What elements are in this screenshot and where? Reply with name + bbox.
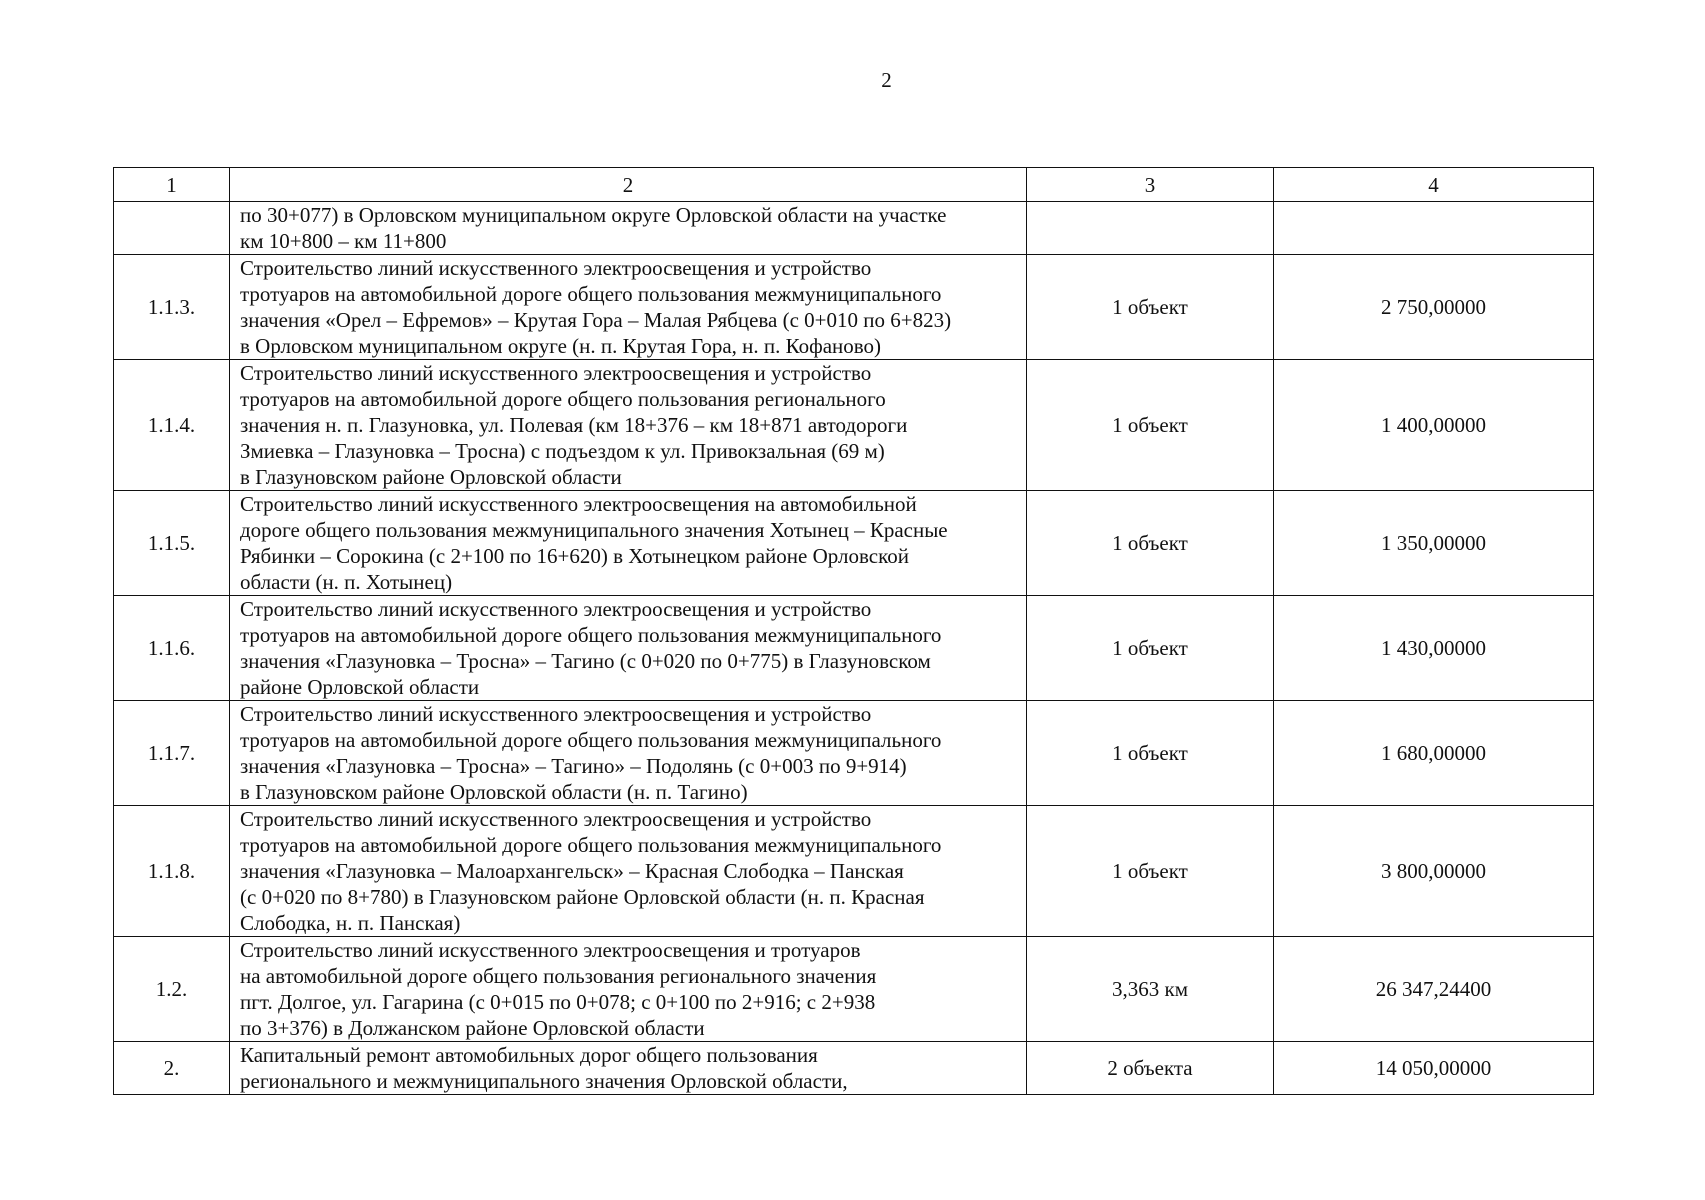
row-description xyxy=(230,255,1027,360)
row-quantity: 1 объект xyxy=(1027,255,1274,360)
row-amount: 3 800,00000 xyxy=(1274,806,1594,937)
description-line: Строительство линий искусственного электроосвещения и устройство xyxy=(240,361,872,385)
row-number: 1.1.3. xyxy=(114,255,230,360)
row-number: 1.1.7. xyxy=(114,701,230,806)
table-header-row xyxy=(114,168,1594,202)
description-line: км 10+800 – км 11+800 xyxy=(240,229,447,253)
description-line: значения «Орел – Ефремов» – Крутая Гора – Малая Рябцева (с 0+010 по 6+823) xyxy=(240,308,952,332)
description-line: регионального и межмуниципального значения Орловской области, xyxy=(240,1069,848,1093)
table-row xyxy=(114,255,1594,360)
description-line: по 30+077) в Орловском муниципальном округе Орловской области на участке xyxy=(240,203,947,227)
description-line: (с 0+020 по 8+780) в Глазуновском районе Орловской области (н. п. Красная xyxy=(240,885,925,909)
description-line: Строительство линий искусственного электроосвещения и устройство xyxy=(240,597,872,621)
row-description xyxy=(230,202,1027,255)
description-line: Строительство линий искусственного электроосвещения и устройство xyxy=(240,702,872,726)
description-line: Строительство линий искусственного электроосвещения на автомобильной xyxy=(240,492,917,516)
description-line: в Глазуновском районе Орловской области (н. п. Тагино) xyxy=(240,780,748,804)
row-quantity: 2 объекта xyxy=(1027,1042,1274,1095)
row-amount: 1 400,00000 xyxy=(1274,360,1594,491)
description-line: значения «Глазуновка – Тросна» – Тагино (с 0+020 по 0+775) в Глазуновском xyxy=(240,649,931,673)
row-number: 1.1.8. xyxy=(114,806,230,937)
row-description xyxy=(230,701,1027,806)
row-amount: 1 430,00000 xyxy=(1274,596,1594,701)
description-line: Строительство линий искусственного электроосвещения и тротуаров xyxy=(240,938,861,962)
column-header-3: 3 xyxy=(1027,168,1274,202)
description-line: Строительство линий искусственного электроосвещения и устройство xyxy=(240,807,872,831)
table-row xyxy=(114,1042,1594,1095)
row-number: 1.1.6. xyxy=(114,596,230,701)
row-description xyxy=(230,1042,1027,1095)
row-number: 1.2. xyxy=(114,937,230,1042)
row-quantity: 3,363 км xyxy=(1027,937,1274,1042)
column-header-2: 2 xyxy=(230,168,1027,202)
table-row xyxy=(114,360,1594,491)
description-line: тротуаров на автомобильной дороге общего пользования межмуниципального xyxy=(240,282,942,306)
row-amount xyxy=(1274,202,1594,255)
row-quantity: 1 объект xyxy=(1027,701,1274,806)
row-description xyxy=(230,360,1027,491)
row-quantity: 1 объект xyxy=(1027,360,1274,491)
description-line: Капитальный ремонт автомобильных дорог общего пользования xyxy=(240,1043,818,1067)
table-row xyxy=(114,701,1594,806)
description-line: значения н. п. Глазуновка, ул. Полевая (км 18+376 – км 18+871 автодороги xyxy=(240,413,908,437)
description-line: Строительство линий искусственного электроосвещения и устройство xyxy=(240,256,872,280)
column-header-4: 4 xyxy=(1274,168,1594,202)
description-line: пгт. Долгое, ул. Гагарина (с 0+015 по 0+078; с 0+100 по 2+916; с 2+938 xyxy=(240,990,876,1014)
table-row xyxy=(114,202,1594,255)
description-line: значения «Глазуновка – Малоархангельск» – Красная Слободка – Панская xyxy=(240,859,904,883)
row-number: 2. xyxy=(114,1042,230,1095)
table-row xyxy=(114,491,1594,596)
table-row xyxy=(114,596,1594,701)
description-line: тротуаров на автомобильной дороге общего пользования межмуниципального xyxy=(240,623,942,647)
description-line: тротуаров на автомобильной дороге общего пользования межмуниципального xyxy=(240,728,942,752)
description-line: тротуаров на автомобильной дороге общего пользования регионального xyxy=(240,387,886,411)
description-line: Змиевка – Глазуновка – Тросна) с подъездом к ул. Привокзальная (69 м) xyxy=(240,439,885,463)
description-line: тротуаров на автомобильной дороге общего пользования межмуниципального xyxy=(240,833,942,857)
row-description xyxy=(230,806,1027,937)
description-line: дороге общего пользования межмуниципального значения Хотынец – Красные xyxy=(240,518,948,542)
row-quantity: 1 объект xyxy=(1027,806,1274,937)
row-amount: 1 350,00000 xyxy=(1274,491,1594,596)
description-line: в Глазуновском районе Орловской области xyxy=(240,465,622,489)
description-line: по 3+376) в Должанском районе Орловской области xyxy=(240,1016,705,1040)
table-row xyxy=(114,806,1594,937)
table-row xyxy=(114,937,1594,1042)
column-header-1: 1 xyxy=(114,168,230,202)
row-description xyxy=(230,596,1027,701)
table-body xyxy=(114,168,1594,1095)
works-table xyxy=(113,167,1594,1095)
description-line: в Орловском муниципальном округе (н. п. Крутая Гора, н. п. Кофаново) xyxy=(240,334,882,358)
row-amount: 1 680,00000 xyxy=(1274,701,1594,806)
row-number: 1.1.5. xyxy=(114,491,230,596)
description-line: районе Орловской области xyxy=(240,675,480,699)
row-description xyxy=(230,491,1027,596)
row-description xyxy=(230,937,1027,1042)
row-number: 1.1.4. xyxy=(114,360,230,491)
row-quantity: 1 объект xyxy=(1027,491,1274,596)
description-line: на автомобильной дороге общего пользования регионального значения xyxy=(240,964,877,988)
page-number: 2 xyxy=(881,68,892,92)
row-quantity: 1 объект xyxy=(1027,596,1274,701)
row-quantity xyxy=(1027,202,1274,255)
row-amount: 2 750,00000 xyxy=(1274,255,1594,360)
description-line: Слободка, н. п. Панская) xyxy=(240,911,461,935)
row-amount: 26 347,24400 xyxy=(1274,937,1594,1042)
description-line: области (н. п. Хотынец) xyxy=(240,570,453,594)
row-amount: 14 050,00000 xyxy=(1274,1042,1594,1095)
row-number xyxy=(114,202,230,255)
description-line: значения «Глазуновка – Тросна» – Тагино» – Подолянь (с 0+003 по 9+914) xyxy=(240,754,907,778)
description-line: Рябинки – Сорокина (с 2+100 по 16+620) в Хотынецком районе Орловской xyxy=(240,544,909,568)
